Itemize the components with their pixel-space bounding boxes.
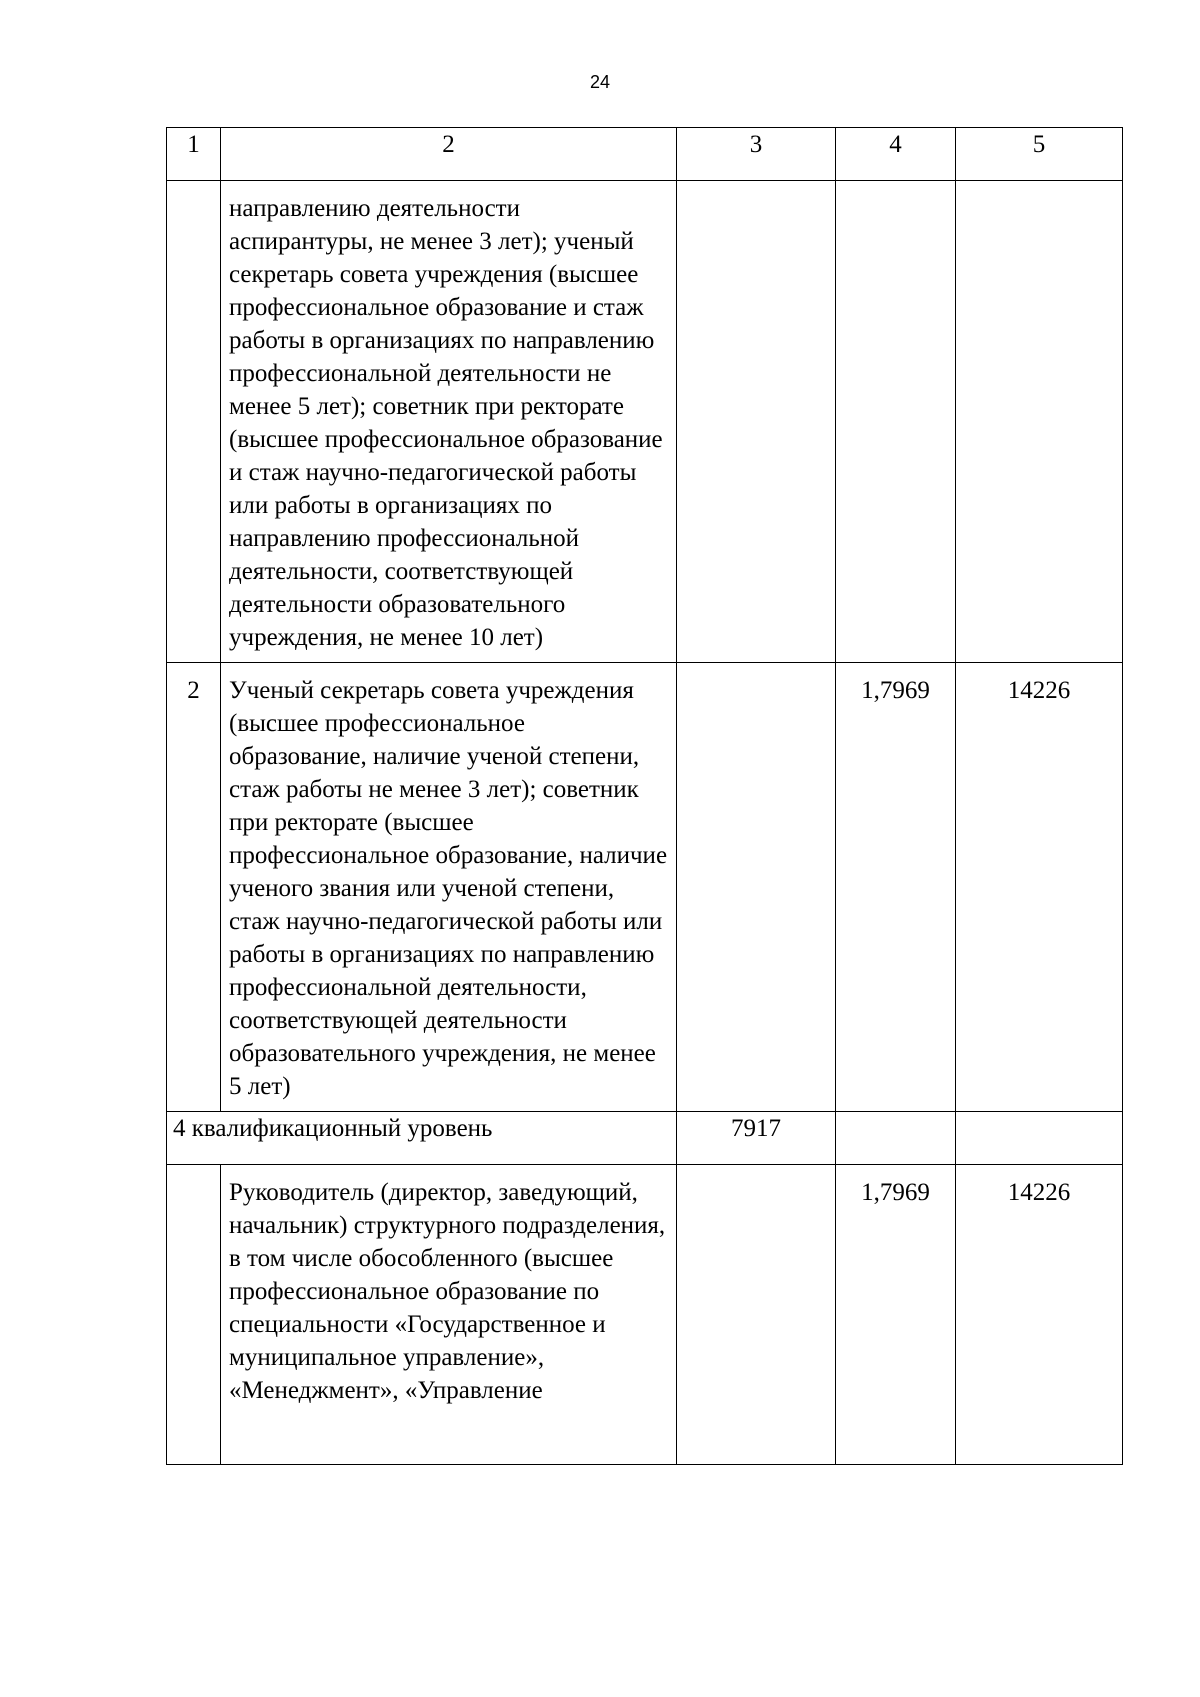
position-description: направлению деятельности аспирантуры, не менее 3 лет); ученый секретарь совета учреждения (высшее профессиональное образование и стаж работы в организациях по направлению профессиональной деятельности не менее 5 лет); советник при ректорате (высшее профессиональное образование и стаж научно-педагогической работы или работы в организациях по направлению профессиональной деятельности, соответствующей деятельности образовательного учреждения, не менее 10 лет): [221, 181, 677, 663]
coefficient: [836, 181, 956, 663]
header-cell-5: 5: [956, 128, 1123, 181]
qualification-level-label: 4 квалификационный уровень: [167, 1112, 677, 1165]
salary-amount: [956, 181, 1123, 663]
level-coefficient: [836, 1112, 956, 1165]
table-row: [167, 181, 1123, 663]
header-cell-1: 1: [167, 128, 221, 181]
header-cell-2: 2: [221, 128, 677, 181]
salary-table: [166, 127, 1123, 1465]
coefficient: 1,7969: [836, 663, 956, 1112]
salary-amount: 14226: [956, 663, 1123, 1112]
coefficient: 1,7969: [836, 1165, 956, 1465]
base-salary: [677, 1165, 836, 1465]
table-row: [167, 1165, 1123, 1465]
level-base-salary: 7917: [677, 1112, 836, 1165]
header-cell-3: 3: [677, 128, 836, 181]
position-description: Ученый секретарь совета учреждения (высшее профессиональное образование, наличие ученой степени, стаж работы не менее 3 лет); советник при ректорате (высшее профессиональное образование, наличие ученого звания или ученой степени, стаж научно-педагогической работы или работы в организациях по направлению профессиональной деятельности, соответствующей деятельности образовательного учреждения, не менее 5 лет): [221, 663, 677, 1112]
row-number: 2: [167, 663, 221, 1112]
level-salary-amount: [956, 1112, 1123, 1165]
base-salary: [677, 663, 836, 1112]
row-number: [167, 181, 221, 663]
salary-amount: 14226: [956, 1165, 1123, 1465]
table-header-row: [167, 128, 1123, 181]
qualification-level-row: [167, 1112, 1123, 1165]
row-number: [167, 1165, 221, 1465]
page-number: 24: [589, 72, 611, 92]
header-cell-4: 4: [836, 128, 956, 181]
table-row: [167, 663, 1123, 1112]
base-salary: [677, 181, 836, 663]
position-description: Руководитель (директор, заведующий, начальник) структурного подразделения, в том числе обособленного (высшее профессиональное образование по специальности «Государственное и муниципальное управление», «Менеджмент», «Управление: [221, 1165, 677, 1465]
